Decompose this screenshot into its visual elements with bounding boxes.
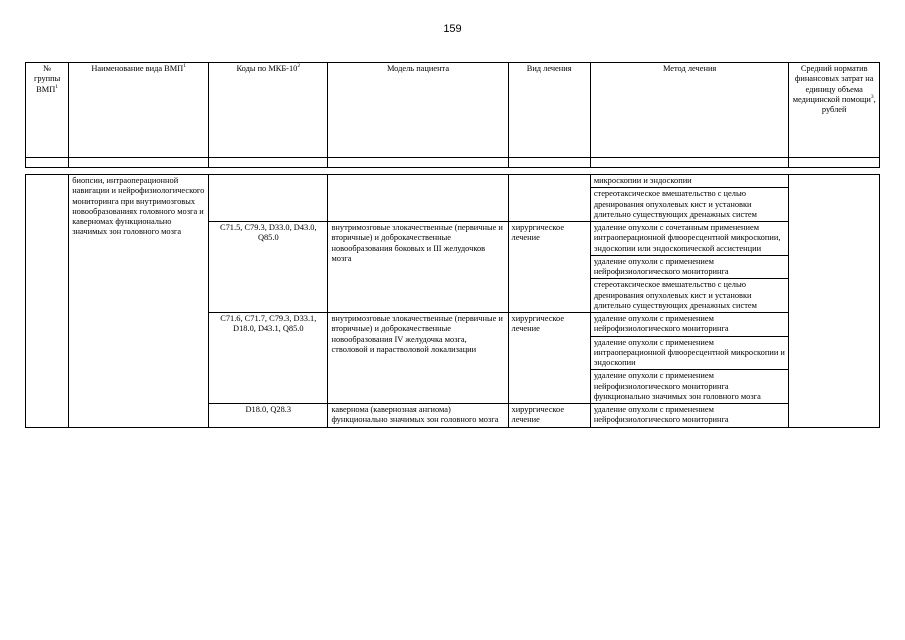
method-cell: микроскопии и эндоскопии <box>590 175 789 188</box>
method-cell: стереотаксическое вмешательство с целью дренирования опухолевых кист и установки длительно существующих дренажных систем <box>590 188 789 222</box>
model-cell: кавернома (кавернозная ангиома) функционально значимых зон головного мозга <box>328 404 508 428</box>
method-cell: удаление опухоли с применением нейрофизиологического мониторинга <box>590 313 789 337</box>
type-cell <box>508 175 590 222</box>
header-group: № группы ВМП$^1$ <box>26 63 69 158</box>
codes-cell: C71.6, C71.7, C79.3, D33.1, D18.0, D43.1, Q85.0 <box>209 313 328 404</box>
gap-row <box>26 168 880 175</box>
vmp-table <box>25 62 880 428</box>
group-cell <box>26 175 69 428</box>
codes-cell <box>209 175 328 222</box>
header-treatment-type: Вид лечения <box>508 63 590 158</box>
header-model: Модель пациента <box>328 63 508 158</box>
model-cell: внутримозговые злокачественные (первичные и вторичные) и доброкачественные новообразования боковых и III желудочков мозга <box>328 222 508 313</box>
cost-cell <box>789 175 880 428</box>
method-cell: удаление опухоли с применением нейрофизиологического мониторинга <box>590 255 789 279</box>
method-cell: удаление опухоли с сочетанным применением интраоперационной флюоресцентной микроскопии, эндоскопии или эндоскопической ассистенции <box>590 222 789 256</box>
table-header-row <box>26 63 880 158</box>
type-cell: хирургическое лечение <box>508 222 590 313</box>
model-cell <box>328 175 508 222</box>
type-cell: хирургическое лечение <box>508 404 590 428</box>
header-name: Наименование вида ВМП$^1$ <box>69 63 209 158</box>
header-codes: Коды по МКБ-$10^2$ <box>209 63 328 158</box>
vmp-name-cell: биопсии, интраоперационной навигации и нейрофизиологического мониторинга при внутримозговых новообразованиях головного мозга и каверномах функционально значимых зон головного мозга <box>69 175 209 428</box>
empty-row <box>26 158 880 168</box>
codes-cell: D18.0, Q28.3 <box>209 404 328 428</box>
header-cost: Средний норматив финансовых затрат на единицу объема медицинской помощи$^3$, рублей <box>789 63 880 158</box>
type-cell: хирургическое лечение <box>508 313 590 404</box>
method-cell: удаление опухоли с применением нейрофизиологического мониторинга функционально значимых зон головного мозга <box>590 370 789 404</box>
model-cell: внутримозговые злокачественные (первичные и вторичные) и доброкачественные новообразования IV желудочка мозга, стволовой и парастволовой локализации <box>328 313 508 404</box>
method-cell: удаление опухоли с применением нейрофизиологического мониторинга <box>590 404 789 428</box>
codes-cell: C71.5, C79.3, D33.0, D43.0, Q85.0 <box>209 222 328 313</box>
header-method: Метод лечения <box>590 63 789 158</box>
method-cell: удаление опухоли с применением интраоперационной флюоресцентной микроскопии и эндоскопии <box>590 336 789 370</box>
method-cell: стереотаксическое вмешательство с целью дренирования опухолевых кист и установки длительно существующих дренажных систем <box>590 279 789 313</box>
page-number: 159 <box>443 23 462 35</box>
table-row <box>26 175 880 188</box>
